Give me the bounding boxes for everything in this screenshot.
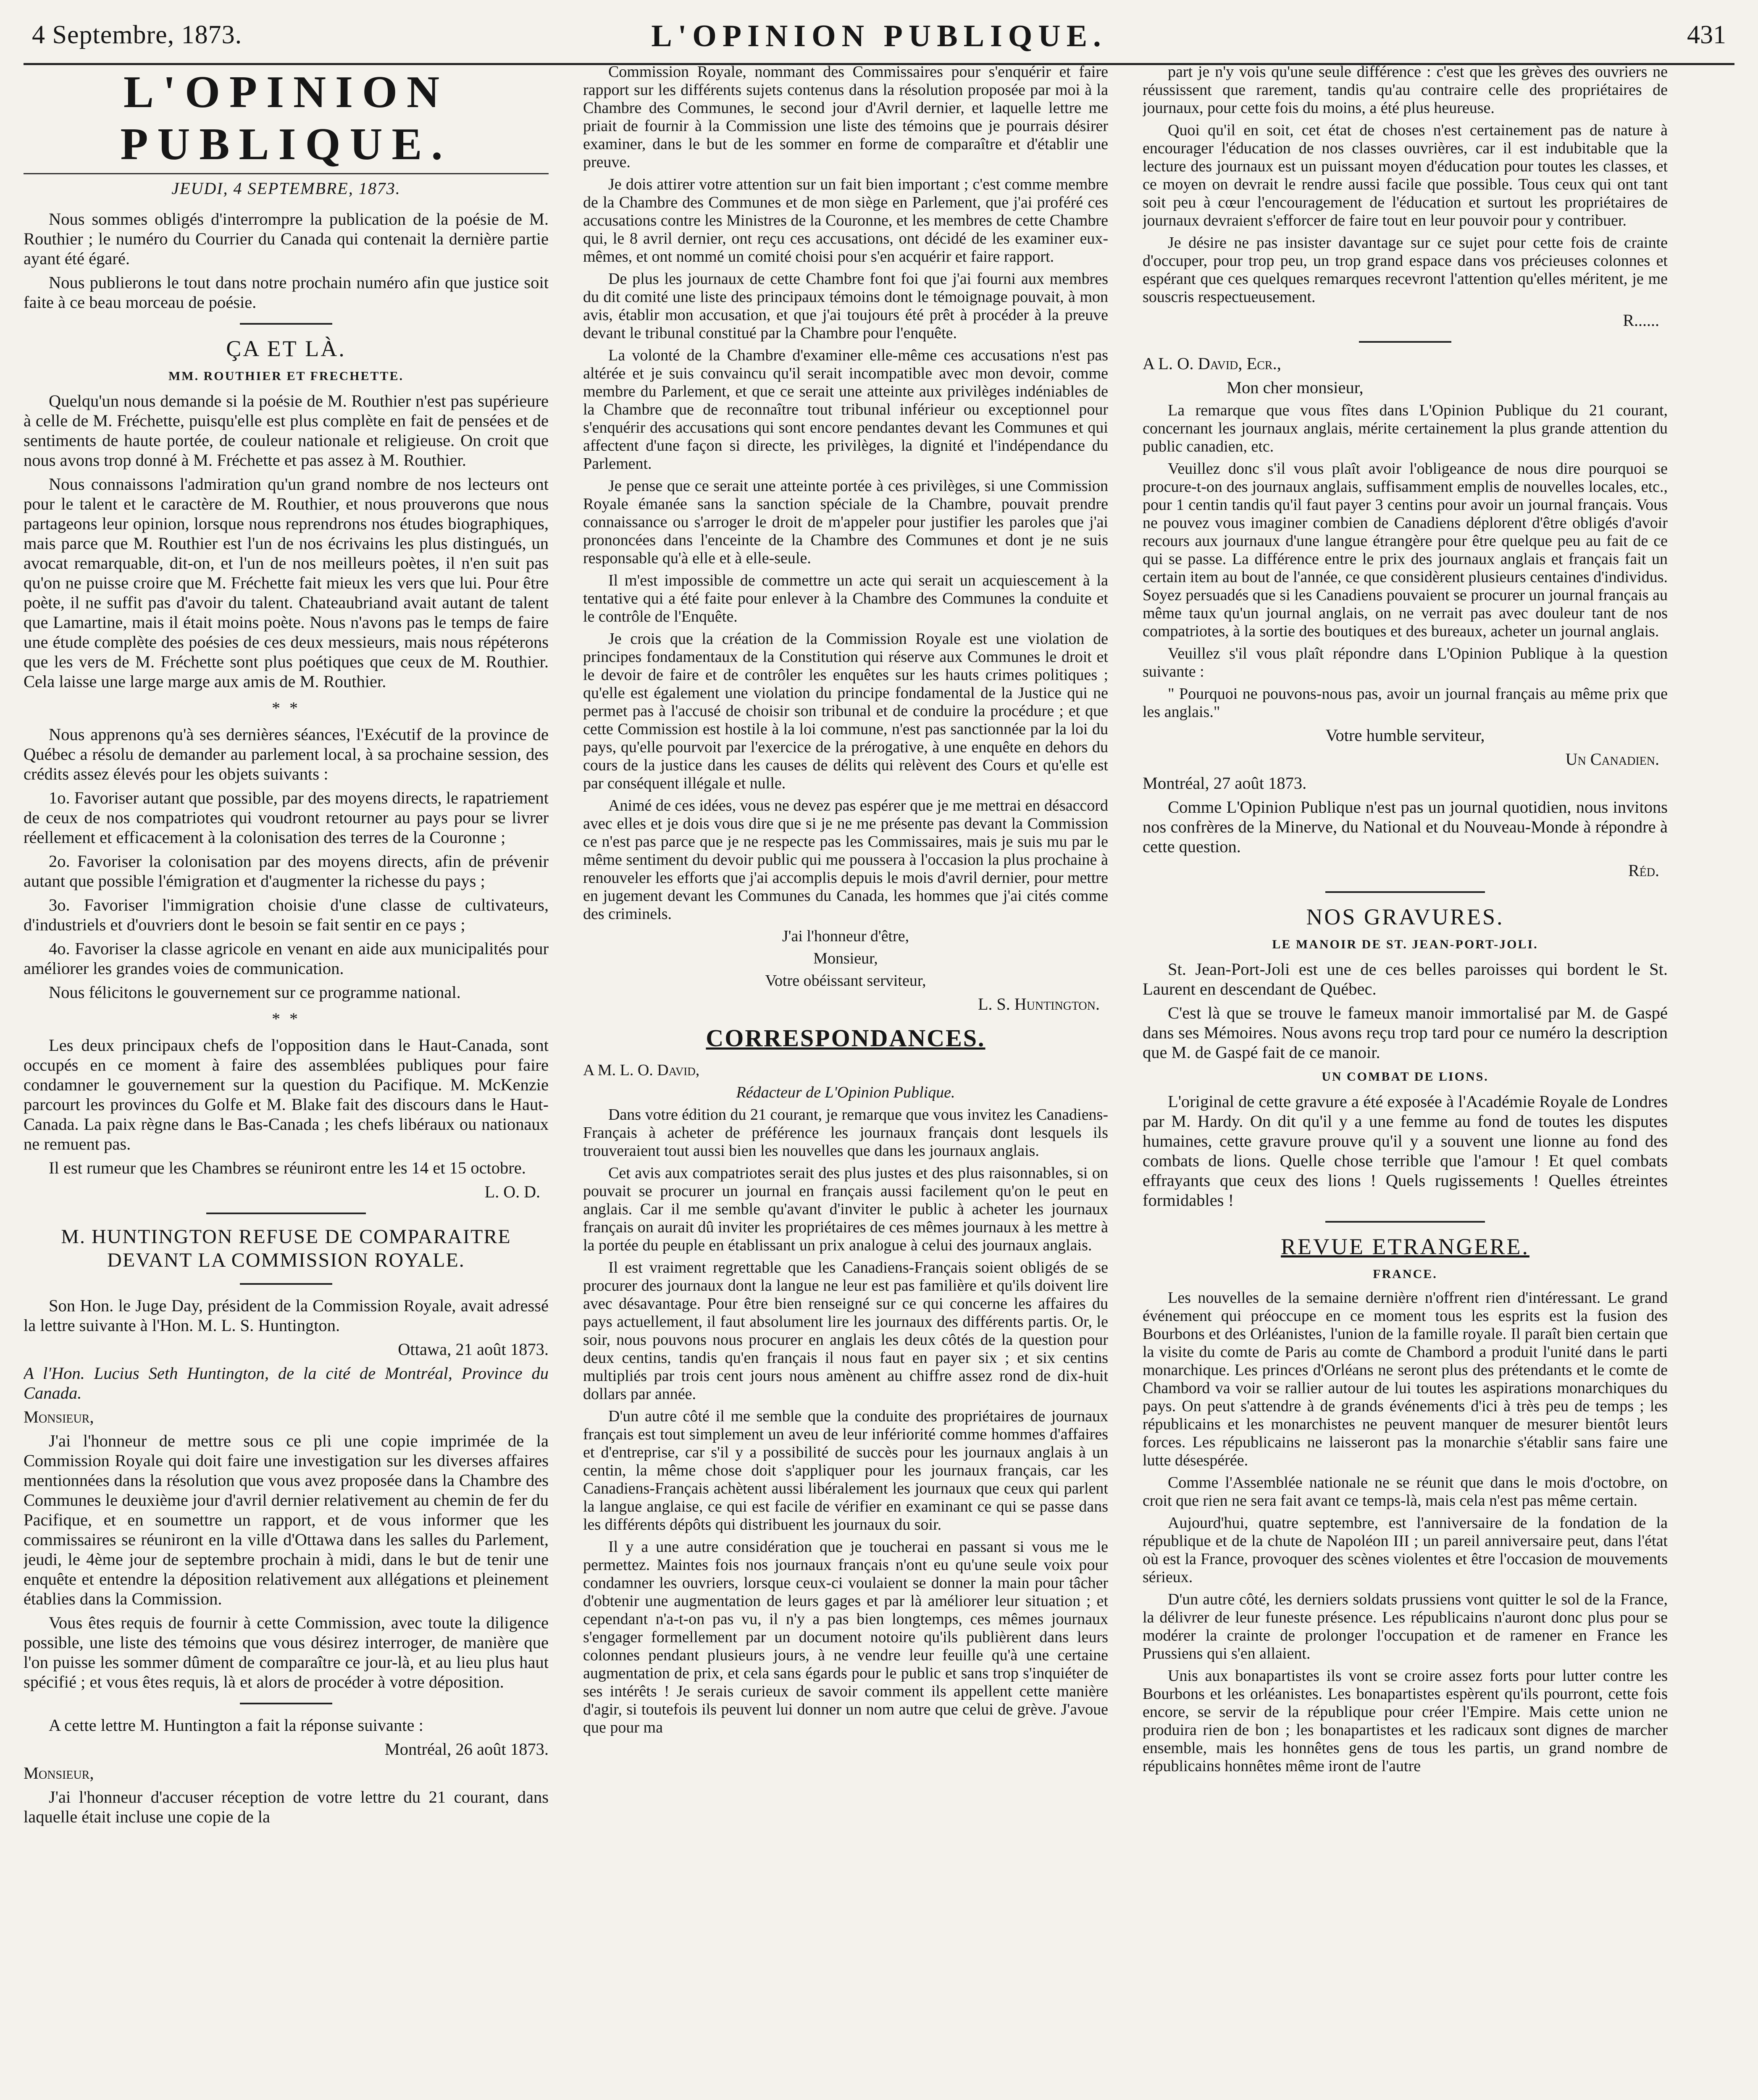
divider — [206, 1213, 366, 1214]
column-3 — [1143, 63, 1668, 2100]
divider — [240, 1703, 332, 1704]
page-number: 431 — [1687, 21, 1726, 49]
paragraph: Vous êtes requis de fournir à cette Commission, avec toute la diligence possible, une liste des témoins que vous désirez interroger, de manière que l'on puisse les sommer dûment de comparaître ce jour-là, et au lieu plus haut spécifié ; et vous êtes requis, là et alors de procéder à votre déposition. — [24, 1613, 549, 1691]
paragraph: Cet avis aux compatriotes serait des plus justes et des plus raisonnables, si on pouvait se procurer un journal en français aussi facilement qu'on le peut en anglais. Car il me semble qu'avant d'inviter le public à acheter les journaux français on aurait dû inviter les propriétaires de ces mêmes journaux à les mettre à la portée du peuple en établissant un prix analogue à celui des journaux anglais. — [583, 1164, 1108, 1254]
sub-heading: MM. ROUTHIER ET FRECHETTE. — [168, 369, 404, 383]
paragraph: Comme L'Opinion Publique n'est pas un journal quotidien, nous invitons nos confrères de la Minerve, du National et du Nouveau-Monde à répondre à cette question. — [1143, 798, 1668, 856]
paragraph: C'est là que se trouve le fameux manoir immortalisé par M. de Gaspé dans ses Mémoires. Nous avons reçu trop tard pour ce numéro la description que M. de Gaspé fait de ce manoir. — [1143, 1003, 1668, 1062]
paragraph: Quoi qu'il en soit, cet état de choses n'est certainement pas de nature à encourager l'éducation de nos classes ouvrières, car il est indubitable que la lecture des journaux est un puissant moyen d'éducation pour toutes les classes, et ce moyen on devrait le rendre aussi facile que possible. Tous ceux qui ont tant soit peu à cœur l'encouragement de l'éducation et surtout les propriétaires de journaux devraient s'efforcer de faire tout en leur pouvoir pour y contribuer. — [1143, 121, 1668, 229]
running-header — [24, 13, 1734, 65]
paragraph: Les nouvelles de la semaine dernière n'offrent rien d'intéressant. Le grand événement qui préoccupe en ce moment tous les esprits est la fusion des Bourbons et des Orléanistes, l'union de la famille royale. Il paraît bien certain que la visite du comte de Paris au comte de Chambord a produit l'unité dans le parti monarchique. Les princes d'Orléans ne seront plus des prétendants et le comte de Chambord va voir se rallier autour de lui toutes les aspirations monarchiques du pays. On peut s'attendre à de grands événements d'ici à très peu de temps ; les républicains et les monarchistes ne peuvent manquer de mesurer bientôt leurs forces. Les républicains ne laisseront pas la monarchie s'établir sans faire une lutte désespérée. — [1143, 1289, 1668, 1469]
paragraph: La volonté de la Chambre d'examiner elle-même ces accusations n'est pas altérée et je suis convaincu qu'il serait incompatible avec mon devoir, comme membre du Parlement, et que ce serait une atteinte aux privilèges indéniables de la Chambre que de reconnaître tout tribunal inférieur ou exceptionnel pour s'enquérir des accusations qui sont encore pendantes devant les Communes et qui affectent d'une façon si directe, les privilèges, la dignité et l'indépendance du Parlement. — [583, 346, 1108, 472]
paragraph: L'original de cette gravure a été exposée à l'Académie Royale de Londres par M. Hardy. On dit qu'il y a une femme au fond de toutes les disputes humaines, cette gravure prouve qu'il y a souvent une lionne au fond des combats de lions. Quelle chose terrible que l'amour ! Et quel combats effrayants que ceux des lions ! Quels rugissements ! Quelles étreintes formidables ! — [1143, 1092, 1668, 1210]
salutation: Mon cher monsieur, — [1227, 378, 1364, 397]
divider — [1325, 1221, 1485, 1223]
asterism: * * — [272, 698, 300, 717]
signature: Réd. — [1628, 861, 1659, 880]
column-1 — [24, 63, 549, 2100]
salutation: Monsieur, — [24, 1764, 94, 1782]
paragraph: Nous apprenons qu'à ses dernières séances, l'Exécutif de la province de Québec a résolu de demander au parlement local, à sa prochaine session, des crédits assez élevés pour les objets suivants : — [24, 725, 549, 783]
section-heading: ÇA ET LÀ. — [226, 336, 346, 361]
letter-recipient-title: Rédacteur de L'Opinion Publique. — [736, 1084, 955, 1101]
columns — [24, 63, 1734, 2100]
letter-recipient: A L. O. David, Ecr., — [1143, 354, 1281, 373]
header-date: 4 Septembre, 1873. — [32, 21, 242, 49]
paragraph: 2o. Favoriser la colonisation par des moyens directs, afin de prévenir autant que possible l'émigration et d'augmenter la richesse du pays ; — [24, 852, 549, 890]
letter-date: Montréal, 26 août 1873. — [384, 1740, 549, 1759]
paragraph: Nous sommes obligés d'interrompre la publication de la poésie de M. Routhier ; le numéro du Courrier du Canada qui contenait la dernière partie ayant été égaré. — [24, 210, 549, 268]
signature: L. S. Huntington. — [978, 995, 1100, 1013]
paragraph: De plus les journaux de cette Chambre font foi que j'ai fourni aux membres du dit comité une liste des principaux témoins dont le témoignage pouvait, à mon avis, établir mon accusation, et que j'ai toujours été prêt à procéder à la preuve devant le tribunal constitué par la Chambre pour l'enquête. — [583, 270, 1108, 342]
article-headline: M. HUNTINGTON REFUSE DE COMPARAITRE DEVANT LA COMMISSION ROYALE. — [61, 1226, 511, 1271]
paragraph: Quelqu'un nous demande si la poésie de M. Routhier n'est pas supérieure à celle de M. Fréchette, puisqu'elle est plus complète en fait de pensées et de sentiments de haute portée, de couleur nationale et religieuse. On croit que nous avons trop donné à M. Fréchette et pas assez à M. Routhier. — [24, 391, 549, 470]
sub-heading: UN COMBAT DE LIONS. — [1322, 1070, 1489, 1084]
paragraph: Nous publierons le tout dans notre prochain numéro afin que justice soit faite à ce beau morceau de poésie. — [24, 273, 549, 312]
paragraph: part je n'y vois qu'une seule différence : c'est que les grèves des ouvriers ne réussissent que rarement, tandis qu'au contraire celle des propriétaires de journaux, pour cette fois du moins, a été plus heureuse. — [1143, 63, 1668, 117]
paragraph: Veuillez donc s'il vous plaît avoir l'obligeance de nous dire pourquoi se procure-t-on des journaux anglais, suffisamment emplis de nouvelles locales, etc., pour 1 centin tandis qu'il faut payer 3 centins pour avoir un journal français. Vous ne pouvez vous imaginer combien de Canadiens déplorent d'être obligés d'avoir recours aux journaux d'une langue étrangère pour être quelque peu au fait de ce qui se passe. La différence entre le prix des journaux anglais et français fait un certain item au bout de l'année, ce que considèrent plusieurs centaines d'individus. Soyez persuadés que si les Canadiens pouvaient se procurer un journal français au même taux qu'un journal anglais, on ne verrait pas avec douleur tant de nos compatriotes, à la sortie des boutiques et des bureaux, acheter un journal anglais. — [1143, 460, 1668, 640]
paragraph: Animé de ces idées, vous ne devez pas espérer que je me mettrai en désaccord avec elles et je dois vous dire que si je ne me présente pas devant la Commission ce n'est pas parce que je ne respecte pas les Commissaires, mais je suis mu par le même sentiment du devoir public qui me poussera à l'occasion la plus prochaine à renouveler les efforts que j'ai accomplis depuis le mois d'avril dernier, pour mettre en jugement devant les Communes du Canada, les hommes que j'ai cités comme des criminels. — [583, 797, 1108, 923]
column-2 — [583, 63, 1108, 2100]
header-title: L'OPINION PUBLIQUE. — [651, 19, 1107, 53]
salutation: Monsieur, — [24, 1407, 94, 1426]
divider — [240, 323, 332, 325]
paragraph: Son Hon. le Juge Day, président de la Commission Royale, avait adressé la lettre suivante à l'Hon. M. L. S. Huntington. — [24, 1296, 549, 1335]
paragraph: Nous connaissons l'admiration qu'un grand nombre de nos lecteurs ont pour le talent et le caractère de M. Routhier, et nous prouverons que nous partageons leur opinion, lorsque nous reprendrons nos études biographiques, mais parce que M. Routhier est l'un de nos écrivains les plus distingués, un avocat remarquable, dit-on, et l'un de nos meilleurs poètes, il n'en suit pas qu'on ne puisse croire que M. Fréchette fait mieux les vers que lui. Pour être poète, il ne suffit pas d'avoir du talent. Chateaubriand avait autant de talent que Lamartine, mais il était moins poète. Nous n'avons pas le temps de faire une étude complète des poésies de ces deux messieurs, mais nous répéterons que les vers de M. Fréchette sont plus poétiques que ceux de M. Routhier. Cela laisse une large marge aux amis de M. Routhier. — [24, 475, 549, 691]
section-heading: NOS GRAVURES. — [1306, 904, 1504, 929]
letter-recipient: A M. L. O. David, — [583, 1061, 700, 1079]
paragraph: Il est vraiment regrettable que les Canadiens-Français soient obligés de se procurer des journaux dont la langue ne leur est pas familière et qu'ils doivent lire avec désavantage. Pour être bien renseigné sur ce qui concerne les affaires du pays actuellement, il faut absolument lire les journaux des différents partis. Or, le soir, nous pouvons nous procurer en anglais les deux côtés de la question pour deux centins, tandis qu'en français il nous faut en payer six ; et six centins multipliés par trois cent jours nous amènent au chiffre assez rond de dix-huit dollars par année. — [583, 1259, 1108, 1403]
paragraph: A cette lettre M. Huntington a fait la réponse suivante : — [49, 1716, 423, 1735]
paragraph: Commission Royale, nommant des Commissaires pour s'enquérir et faire rapport sur les différents sujets contenus dans la résolution proposée par moi à la Chambre des Communes, le second jour d'Avril dernier, et laquelle lettre me priait de fournir à la Commission une liste des témoins que je pourrais désirer examiner, dans le but de les sommer en forme de comparaître et d'établir une preuve. — [583, 63, 1108, 171]
paragraph: St. Jean-Port-Joli est une de ces belles paroisses qui bordent le St. Laurent en descendant de Québec. — [1143, 960, 1668, 998]
issue-dateline: JEUDI, 4 SEPTEMBRE, 1873. — [171, 179, 401, 198]
paragraph: La remarque que vous fîtes dans L'Opinion Publique du 21 courant, concernant les journaux anglais, mérite certainement la plus grande attention du public canadien, etc. — [1143, 402, 1668, 455]
paragraph: Dans votre édition du 21 courant, je remarque que vous invitez les Canadiens-Français à acheter de préférence les journaux français dont lesquels ils trouveraient tout aussi bien les nouvelles que dans les journaux anglais. — [583, 1106, 1108, 1160]
paragraph: Il y a une autre considération que je toucherai en passant si vous me le permettez. Maintes fois nos journaux français n'ont eu qu'une seule voix pour condamner les ouvriers, lorsque ceux-ci voulaient se donner la main pour tâcher d'obtenir une augmentation de leurs gages et par là améliorer leur situation ; et cependant n'a-t-on pas vu, il n'y a pas bien longtemps, ces mêmes journaux s'engager formellement par un document notoire qu'ils publièrent dans leurs colonnes pendant plusieurs jours, à ne vendre leur feuille qu'à une certaine augmentation de prix, et cela sans égards pour le public et sans trop s'inquiéter de ses intérêts ! Je serais curieux de savoir comment ils appellent cette manière d'agir, si toutefois ils peuvent lui donner un nom autre que celui de grève. J'avoue que pour ma — [583, 1538, 1108, 1736]
paragraph: Je désire ne pas insister davantage sur ce sujet pour cette fois de crainte d'occuper, pour trop peu, un trop grand espace dans vos précieuses colonnes et espérant que ces quelques remarques recevront l'attention qu'elles méritent, je me souscris respectueusement. — [1143, 234, 1668, 306]
section-heading: REVUE ETRANGERE. — [1281, 1234, 1529, 1259]
paragraph: J'ai l'honneur de mettre sous ce pli une copie imprimée de la Commission Royale qui doit faire une investigation sur les diverses affaires mentionnées dans la résolution que vous avez proposée dans la Chambre des Communes le deuxième jour d'avril dernier relativement au chemin de fer du Pacifique, et en soumettre un rapport, et de vous informer que les commissaires se réuniront en la ville d'Ottawa dans les salles du Parlement, jeudi, le 4ème jour de septembre prochain à midi, dans le but de tenir une enquête et entendre la déposition relativement aux allégations et pleinement établies dans la Commission. — [24, 1431, 549, 1608]
paragraph: Nous félicitons le gouvernement sur ce programme national. — [49, 983, 461, 1002]
section-heading: CORRESPONDANCES. — [706, 1024, 985, 1052]
letter-address: A l'Hon. Lucius Seth Huntington, de la cité de Montréal, Province du Canada. — [24, 1364, 549, 1402]
divider — [1359, 341, 1451, 343]
paragraph: Je dois attirer votre attention sur un fait bien important ; c'est comme membre de la Chambre des Communes et de mon siège en Parlement, que j'ai proféré ces accusations contre les Ministres de la Couronne, et les membres de cette Chambre qui, le 8 avril dernier, ont reçu ces accusations, ont décidé de les examiner eux-mêmes, et ont nommé un comité choisi pour s'en acquérir et faire rapport. — [583, 176, 1108, 265]
sub-heading: LE MANOIR DE ST. JEAN-PORT-JOLI. — [1272, 937, 1538, 951]
divider — [240, 1283, 332, 1285]
divider — [1325, 891, 1485, 893]
letter-date: Ottawa, 21 août 1873. — [398, 1340, 549, 1359]
sub-heading: FRANCE. — [1373, 1267, 1437, 1281]
paragraph: Il est rumeur que les Chambres se réuniront entre les 14 et 15 octobre. — [49, 1158, 526, 1177]
paragraph: Unis aux bonapartistes ils vont se croire assez forts pour lutter contre les Bourbons et les orléanistes. Les bonapartistes espèrent qu'ils pourront, cette fois encore, se servir de la république pour créer l'Empire. Mais cette union ne produira rien de bon ; les bonapartistes et les radicaux sont dignes de marcher ensemble, mais les honnêtes gens de tous les partis, un grand nombre de républicains honnêtes même iront de l'autre — [1143, 1667, 1668, 1775]
paragraph: Veuillez s'il vous plaît répondre dans L'Opinion Publique à la question suivante : — [1143, 645, 1668, 680]
paragraph: 1o. Favoriser autant que possible, par des moyens directs, le rapatriement de ceux de nos compatriotes qui voudront retourner au pays pour se livrer réellement et efficacement à la colonisation des terres de la Couronne ; — [24, 788, 549, 847]
masthead: L'OPINION PUBLIQUE. — [24, 66, 549, 174]
paragraph: D'un autre côté, les derniers soldats prussiens vont quitter le sol de la France, la délivrer de leur funeste présence. Les républicains n'auront donc plus pour se modérer la crainte de prolonger l'occupation et de ramener en France les Prussiens qui s'en allaient. — [1143, 1591, 1668, 1662]
signature: L. O. D. — [484, 1182, 540, 1201]
letter-closing: Votre obéissant serviteur, — [765, 972, 926, 990]
paragraph: Aujourd'hui, quatre septembre, est l'anniversaire de la fondation de la république et de la chute de Napoléon III ; un pareil anniversaire peut, dans l'état où est la France, provoquer des scènes violentes et être l'occasion de mouvements sérieux. — [1143, 1514, 1668, 1586]
paragraph: J'ai l'honneur d'accuser réception de votre lettre du 21 courant, dans laquelle était incluse une copie de la — [24, 1788, 549, 1826]
letter-closing: Votre humble serviteur, — [1325, 726, 1485, 745]
signature: R...... — [1623, 311, 1659, 330]
paragraph: 4o. Favoriser la classe agricole en venant en aide aux municipalités pour améliorer les grandes voies de communication. — [24, 939, 549, 978]
paragraph: Comme l'Assemblée nationale ne se réunit que dans le mois d'octobre, on croit que rien ne sera fait avant ce temps-là, mais cela n'est pas même certain. — [1143, 1474, 1668, 1509]
paragraph: " Pourquoi ne pouvons-nous pas, avoir un journal français au même prix que les anglais." — [1143, 685, 1668, 721]
paragraph: 3o. Favoriser l'immigration choisie d'une classe de cultivateurs, d'industriels et d'ouvriers dont le besoin se fait sentir en ce pays ; — [24, 895, 549, 934]
paragraph: Je crois que la création de la Commission Royale est une violation de principes fondamentaux de la Constitution qui réserve aux Communes le droit et le devoir de faire et de contrôler les enquêtes sur les hauts crimes politiques ; qu'elle est également une violation du principe fondamental de la Justice qui ne permet pas à l'accusé de choisir son tribunal et de conduire la procédure ; et que cette Commission est hostile à la loi commune, n'est pas sanctionnée par la loi du pays, qu'elle pourvoit par l'exercice de la prérogative, à une enquête en dehors du cours de la justice dans les causes de délits qui relèvent des Cours et qu'elle est par conséquent illégale et nulle. — [583, 630, 1108, 792]
letter-closing: J'ai l'honneur d'être, — [782, 927, 909, 945]
paragraph: Il m'est impossible de commettre un acte qui serait un acquiescement à la tentative qui a été faite pour enlever à la Chambre des Communes la conduite et le contrôle de l'Enquête. — [583, 572, 1108, 625]
paragraph: D'un autre côté il me semble que la conduite des propriétaires de journaux français est tout simplement un aveu de leur infériorité comme hommes d'affaires et d'entreprise, car s'il y a possibilité de succès pour les journaux anglais à un centin, la même chose doit s'appliquer pour les journaux français, car les Canadiens-Français achètent aussi libéralement les journaux que ceux qui parlent la langue anglaise, ce qui est facile de vérifier en examinant ce qui se passe dans les différents dépôts qui distribuent les journaux du soir. — [583, 1407, 1108, 1533]
letter-closing: Monsieur, — [813, 950, 878, 967]
letter-date: Montréal, 27 août 1873. — [1143, 774, 1307, 793]
asterism: * * — [272, 1009, 300, 1028]
paragraph: Les deux principaux chefs de l'opposition dans le Haut-Canada, sont occupés en ce moment à faire des assemblées publiques pour faire condamner le gouvernement sur la question du Pacifique. M. McKenzie parcourt les provinces du Golfe et M. Blake fait des discours dans le Haut-Canada. La paix règne dans le Bas-Canada ; les chefs libéraux ou nationaux ne remuent pas. — [24, 1036, 549, 1153]
signature: Un Canadien. — [1565, 750, 1659, 769]
paragraph: Je pense que ce serait une atteinte portée à ces privilèges, si une Commission Royale émanée sans la sanction spéciale de la Chambre, pouvait prendre connaissance ou s'arroger le droit de m'appeler pour justifier les paroles que j'ai prononcées dans l'enceinte de la Chambre des Communes et dont je ne suis responsable qu'à elle et à elle-seule. — [583, 477, 1108, 567]
